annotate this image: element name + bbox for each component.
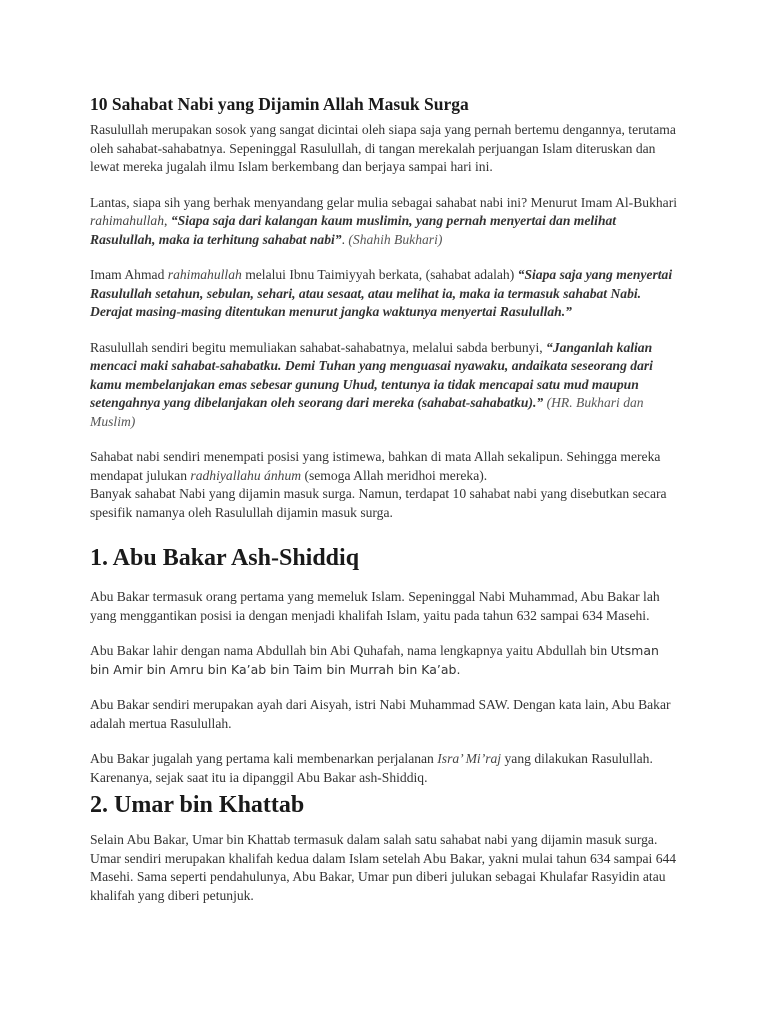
intro-paragraph: Rasulullah merupakan sosok yang sangat dicintai oleh siapa saja yang pernah bertemu dengannya, terutama oleh sahabat-sahabatnya. Sepeninggal Rasulullah, di tangan merekalah perjuangan Islam diteruskan dan lewat mereka jugalah ilmu Islam berkembang dan berjaya sampai hari ini. xyxy=(90,122,676,174)
text: Imam Ahmad xyxy=(90,267,168,282)
quote: “Janganlah kalian mencaci maki sahabat-sahabatku. Demi Tuhan yang menguasai nyawaku, andaikata seseorang dari kamu membelanjakan emas sebesar gunung Uhud, tentunya ia tidak mencapai satu mud maupun setengahnya yang dibelanjakan oleh seorang dari mereka (sahabat-sahabatku).” xyxy=(90,339,653,410)
text: Sahabat nabi sendiri menempati posisi yang istimewa, bahkan di mata Allah sekalipun. Sehingga mereka mendapat julukan xyxy=(90,449,661,483)
text: Rasulullah sendiri begitu memuliakan sahabat-sahabatnya, melalui sabda berbunyi, xyxy=(90,339,547,355)
definition-ahmad-paragraph xyxy=(90,266,680,322)
isra-miraj: Isra’ Mi’raj xyxy=(437,751,502,766)
honorific: rahimahullah xyxy=(167,267,242,282)
position-paragraph xyxy=(90,448,680,485)
abu-bakar-paragraph-4 xyxy=(90,750,680,787)
abu-bakar-paragraph-1: Abu Bakar termasuk orang pertama yang memeluk Islam. Sepeninggal Nabi Muhammad, Abu Bakar lah yang menggantikan posisi ia dengan menjadi khalifah Islam, yaitu pada tahun 632 sampai 634 Masehi. xyxy=(90,589,660,623)
quote: “Siapa saja dari kalangan kaum muslimin, yang pernah menyertai dan melihat Rasulullah, maka ia terhitung sahabat nabi” xyxy=(90,213,617,247)
section-heading-abu-bakar: 1. Abu Bakar Ash-Shiddiq xyxy=(90,545,360,571)
source: (HR. Bukhari dan Muslim) xyxy=(90,395,644,429)
text: melalui Ibnu Taimiyyah berkata, (sahabat adalah) xyxy=(241,267,518,282)
lineage: Utsman bin Amir bin Amru bin Ka’ab bin Taim bin Murrah bin Ka’ab. xyxy=(90,643,659,677)
hadith-paragraph xyxy=(90,339,680,432)
text: . xyxy=(341,231,349,247)
text: Abu Bakar lahir dengan nama Abdullah bin Abi Quhafah, nama lengkapnya yaitu Abdullah bin xyxy=(90,643,611,658)
definition-bukhari-paragraph xyxy=(90,194,680,250)
quote: “Siapa saja yang menyertai Rasulullah setahun, sebulan, sehari, atau sesaat, atau melihat ia, maka ia termasuk sahabat Nabi. Derajat masing-masing ditentukan menurut jangka waktunya menyertai Rasulullah.” xyxy=(90,267,673,319)
text: yang dilakukan Rasulullah. Karenanya, sejak saat itu ia dipanggil Abu Bakar ash-Shiddiq. xyxy=(90,751,653,785)
umar-paragraph-1: Selain Abu Bakar, Umar bin Khattab termasuk dalam salah satu sahabat nabi yang dijamin masuk surga. Umar sendiri merupakan khalifah kedua dalam Islam setelah Abu Bakar, yakni mulai tahun 634 sampai 644 Masehi. Sama seperti pendahulunya, Abu Bakar, Umar pun diberi julukan sebagai Khulafar Rasyidin atau khalifah yang diberi petunjuk. xyxy=(90,832,677,903)
abu-bakar-paragraph-2 xyxy=(90,642,680,679)
text: Lantas, siapa sih yang berhak menyandang gelar mulia sebagai sahabat nabi ini? Menurut Imam Al-Bukhari xyxy=(90,194,677,210)
article-title: 10 Sahabat Nabi yang Dijamin Allah Masuk Surga xyxy=(90,94,469,114)
ten-companions-paragraph: Banyak sahabat Nabi yang dijamin masuk surga. Namun, terdapat 10 sahabat nabi yang disebutkan secara spesifik namanya oleh Rasulullah dijamin masuk surga. xyxy=(90,486,667,520)
article xyxy=(90,93,680,922)
honorific: rahimahullah xyxy=(90,213,165,228)
honorific: radhiyallahu ánhum xyxy=(190,467,302,483)
text: (semoga Allah meridhoi mereka). xyxy=(301,467,488,483)
text: Abu Bakar jugalah yang pertama kali membenarkan perjalanan xyxy=(90,751,438,766)
text: , xyxy=(164,213,171,228)
source: (Shahih Bukhari) xyxy=(348,231,443,247)
section-heading-umar: 2. Umar bin Khattab xyxy=(90,792,305,818)
abu-bakar-paragraph-3: Abu Bakar sendiri merupakan ayah dari Aisyah, istri Nabi Muhammad SAW. Dengan kata lain, Abu Bakar adalah mertua Rasulullah. xyxy=(90,697,671,731)
